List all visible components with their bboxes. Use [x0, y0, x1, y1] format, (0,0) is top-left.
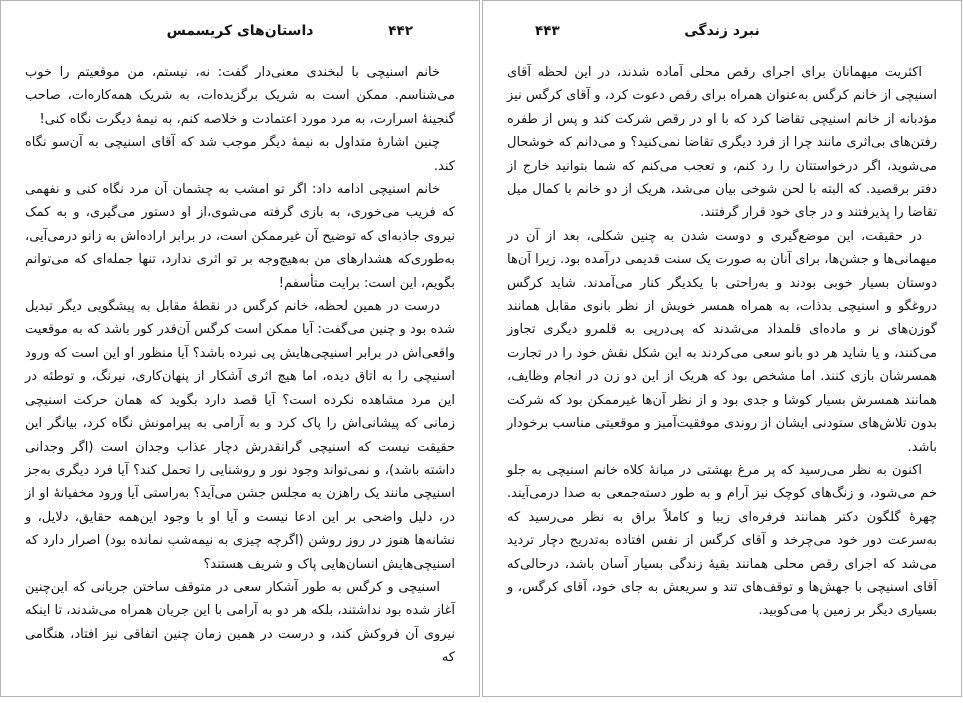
right-page-header: [507, 23, 937, 45]
paragraph: اسنیچی و کرگس به طور آشکار سعی در متوقف ساختن جریانی که این‌چنین آغاز شده بود نداشتند، بلکه هر دو به آرامی با این جریان همراه می‌شدند، تا اینکه نیروی آن فروکش کند، و درست در همین زمان چنین اتفاقی نیز افتاد، هنگامی که: [25, 579, 455, 666]
paragraph: چنین اشارهٔ متداول به نیمهٔ دیگر موجب شد که آقای اسنیچی به آن‌سو نگاه کند.: [25, 135, 455, 174]
right-page-body: [507, 61, 937, 623]
paragraph: درست در همین لحظه، خانم کرگس در نقطهٔ مقابل به پیشگویی دیگر تبدیل شده بود و چنین می‌گفت: آیا ممکن است کرگس آن‌قدر کور باشد که به موقعیت واقعی‌اش در برابر اسنیچی‌هایش پی نبرده باشد؟ آیا منظور او این است که ورود اسنیچی را به اتاق دیده، اما هیچ اثری آشکار از پنهان‌کاری، نیرنگ، و توطئه در این مرد مشاهده نکرده است؟ آیا قصد دارد بگوید که همان حرکت اسنیچی زمانی که پیشانی‌اش را پاک کرد و به آرامی به پیرامونش نگاه کرد، بیانگر این حقیقت نیست که اسنیچی گرانقدرش دچار عذاب وجدان است (اگر وجدانی داشته باشد)، و نمی‌تواند وجود نور و روشنایی را تحمل کند؟ آیا فرد دیگری به‌جز اسنیچی مانند یک راهزن به مجلس جشن می‌آید؟ به‌راستی آیا ورود مخفیانهٔ او از در، دلیل واضحی بر این ادعا نیست و آیا او با وجود این‌همه حقایق، دلایل، و نشانه‌ها هنوز در روز روشن (اگرچه چیزی به نیمه‌شب نمانده بود) اصرار دارد که اسنیچی‌هایش انسان‌هایی پاک و شریف هستند؟: [25, 299, 455, 572]
right-page: [482, 0, 962, 697]
paragraph: اکثریت میهمانان برای اجرای رقص محلی آماده شدند، در این لحظه آقای اسنیچی از خانم کرگس به‌عنوان همراه برای رقص دعوت کرد، و آقای کرگس نیز مؤدبانه از خانم اسنیچی تقاضا کرد که با او در رقص شرکت کند و پس از طفره رفتن‌های بی‌اثری مانند چرا از فرد دیگری تقاضا نمی‌کنید؟ و می‌دانم که خوشحال می‌شوید، اگر درخواستتان را رد کنم، و تعجب می‌کنم که شما بتوانید خارج از دفتر برقصید. که البته با لحن شوخی بیان می‌شد، هریک از دو خانم با کمال میل تقاضا را پذیرفتند و در جای خود قرار گرفتند.: [507, 65, 937, 221]
right-page-running-head: نبرد زندگی: [684, 23, 760, 39]
paragraph: در حقیقت، این موضع‌گیری و دوست شدن به چنین شکلی، بعد از آن در میهمانی‌ها و جشن‌ها، برای آنان به صورت یک سنت قدیمی درآمده بود. زیرا آن‌ها دوستان بسیار خوبی بودند و به‌راحتی با یکدیگر کنار می‌آمدند. شاید کرگس دروغگو و اسنیچی بدذات، به همراه همسر خویش از نظر بانوی مقابل همانند گوزن‌های نر و ماده‌ای قلمداد می‌شدند که پی‌درپی به قلمرو دیگری تجاوز می‌کنند، و یا شاید هر دو بانو سعی می‌کردند به این شکل نقش خود را در تجارت همسرشان بازی کنند. اما مشخص بود که هریک از این دو زن در انجام وظایف، همانند همسرش بسیار کوشا و جدی بود و از نظر آن‌ها غیرممکن بود که شرکت بدون تلاش‌های ستودنی ایشان از روندی موفقیت‌آمیز و موقعیتی مناسب برخودار باشد.: [507, 228, 937, 455]
paragraph: خانم اسنیچی با لبخندی معنی‌دار گفت: نه، نیستم، من موقعیتم را خوب می‌شناسم. ممکن است به شریک برگزیده‌ات، به شریک همه‌کاره‌ات، صاحب گنجینهٔ اسرارت، به مرد مورد اعتمادت و خلاصه کنم، به نیمهٔ دیگرت نگاه کنی!: [25, 65, 455, 127]
right-page-number: ۴۴۳: [535, 23, 560, 39]
left-page-body: [25, 61, 455, 670]
left-page: [0, 0, 480, 697]
left-page-number: ۴۴۲: [388, 23, 413, 39]
left-page-header: [25, 23, 455, 45]
paragraph: اکنون به نظر می‌رسید که پر مرغ بهشتی در میانهٔ کلاه خانم اسنیچی به جلو خم می‌شود، و زنگ‌های کوچک نیز آرام و به طور دسته‌جمعی به صدا درمی‌آیند. چهرهٔ گلگون دکتر همانند فرفره‌ای زیبا و کاملاً براق به نظر می‌رسید که به‌سرعت دور خود می‌چرخد و آقای کرگس از نفس افتاده به‌تدریج دچار تردید می‌شد که اجرای رقص محلی همانند بقیهٔ زندگی بسیار آسان باشد، درحالی‌که آقای اسنیچی با جهش‌ها و توقف‌های تند و سریعش به جای خود، آقای کرگس، و بسیاری دیگر بر زمین پا می‌کوبید.: [507, 462, 937, 619]
paragraph: خانم اسنیچی ادامه داد: اگر تو امشب به چشمان آن مرد نگاه کنی و نفهمی که فریب می‌خوری، به بازی گرفته می‌شوی،از او دستور می‌گیری، و به کمک نیروی جاذبه‌ای که توضیح آن غیرممکن است، در برابر اراده‌اش به زانو درمی‌آیی، به‌طوری‌که هشدارهای من به‌هیچ‌وجه بر تو اثری ندارد، تنها جمله‌ای که می‌توانم بگویم، این است: برایت متأسفم!: [25, 182, 455, 291]
left-page-running-head: داستان‌های کریسمس: [166, 23, 314, 39]
